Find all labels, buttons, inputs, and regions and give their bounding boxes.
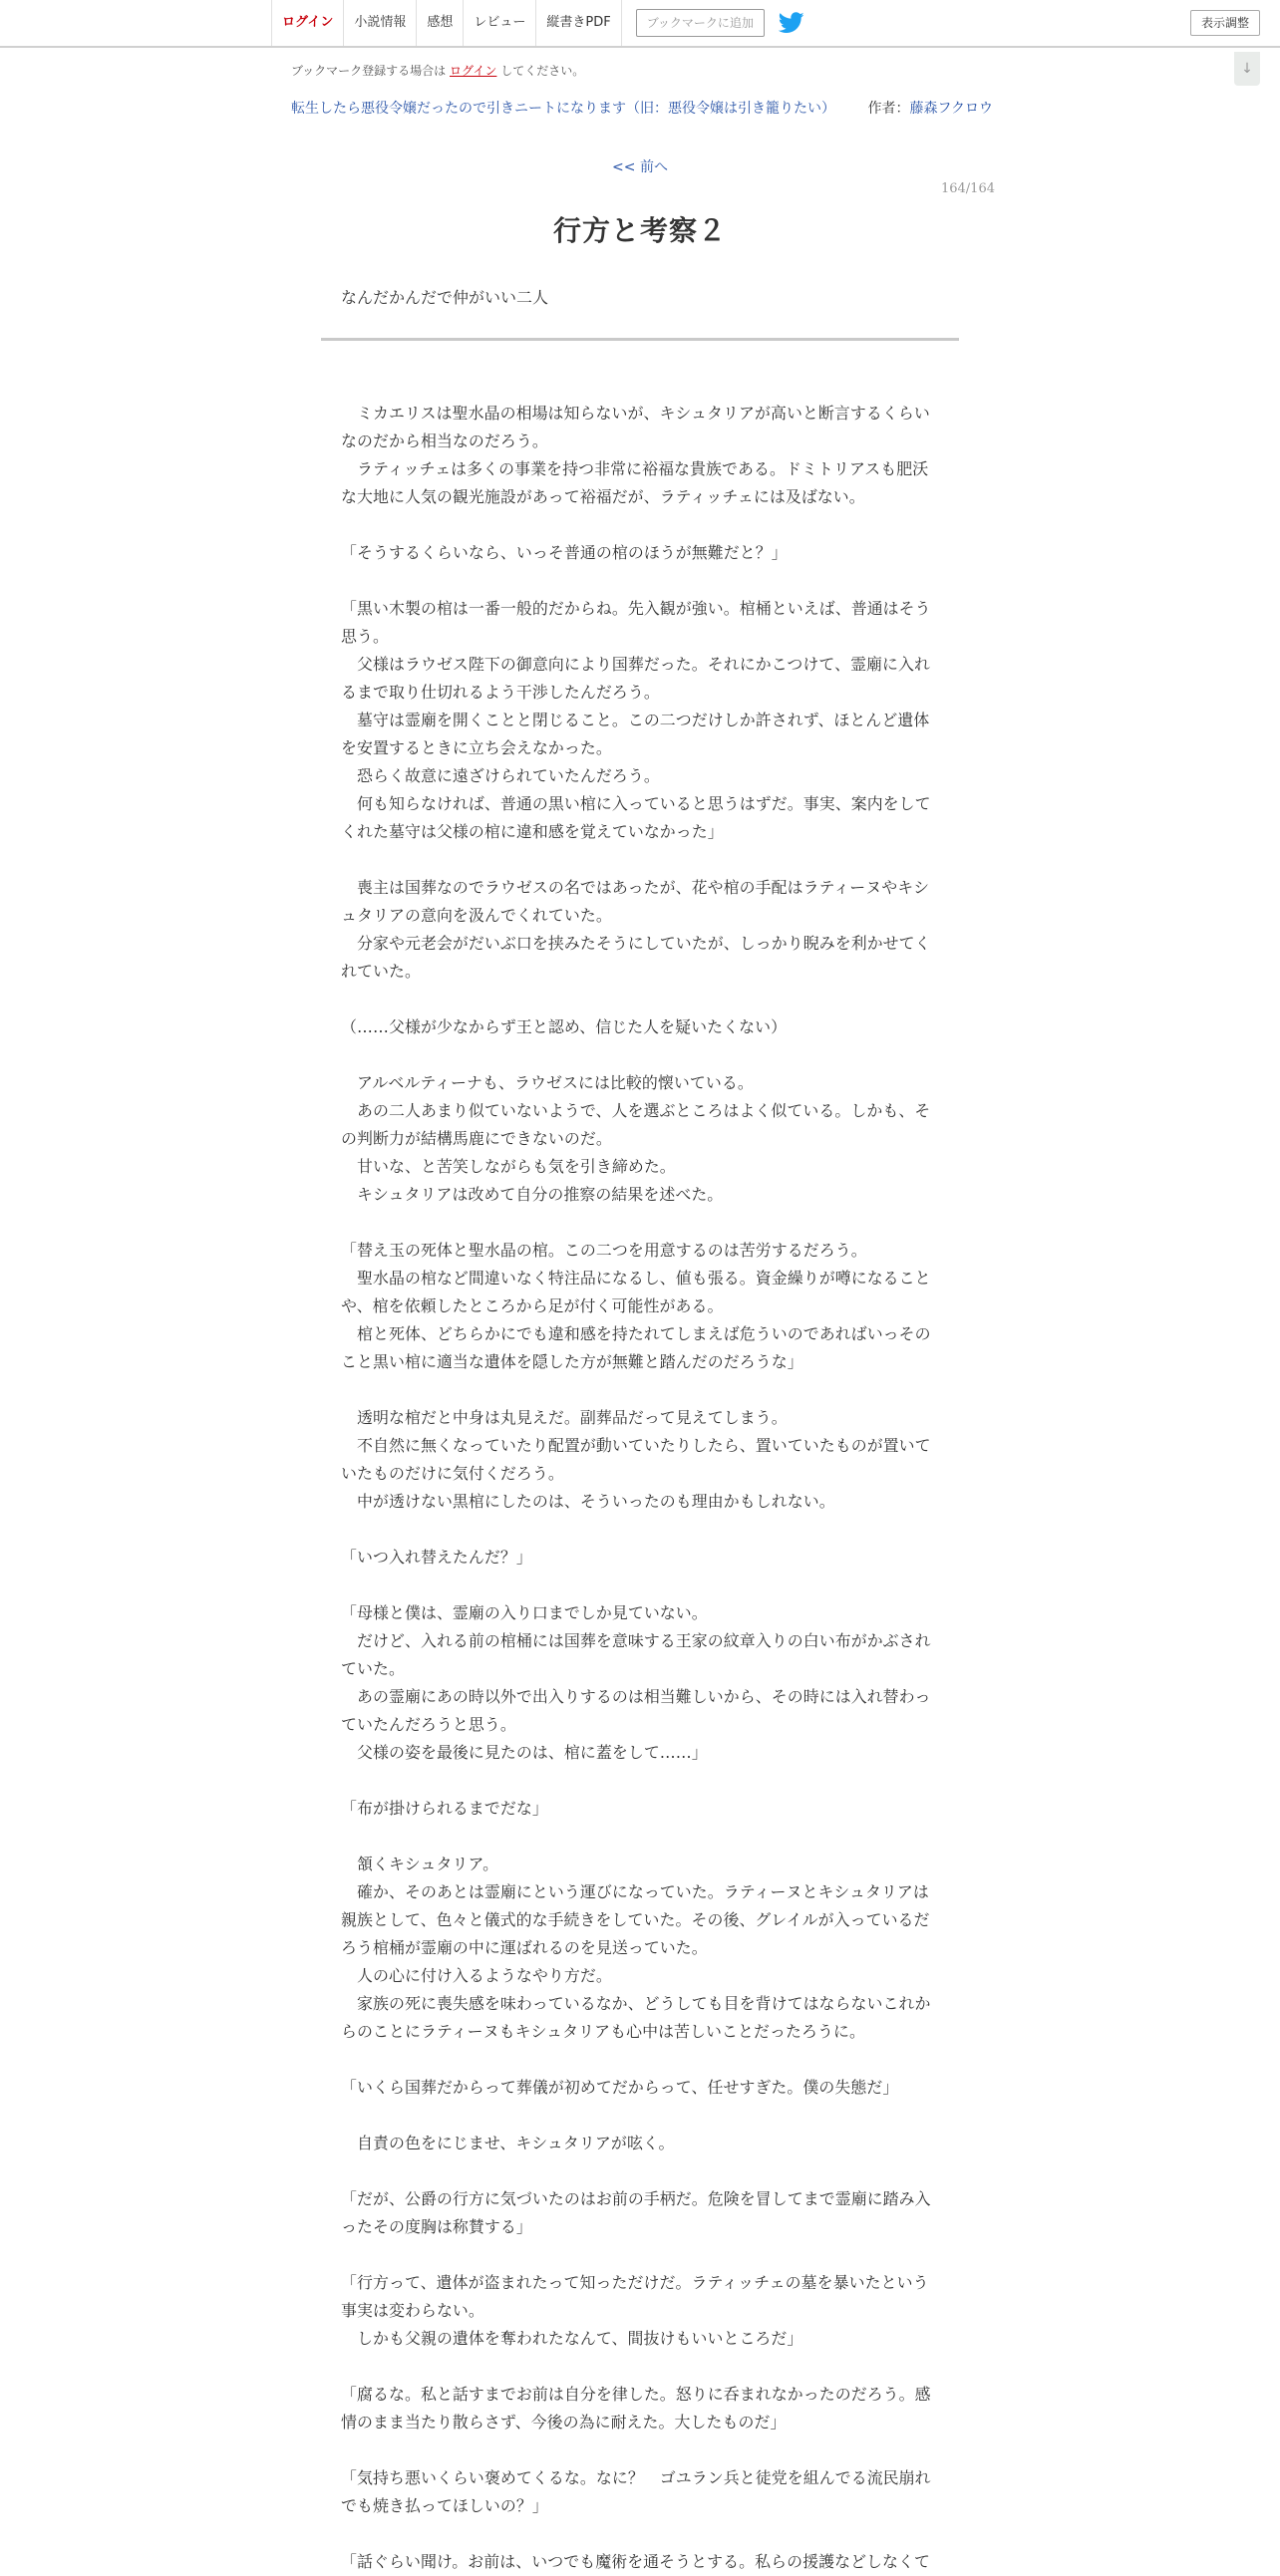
body-line: でも焼き払ってほしいの？」 (341, 2496, 548, 2515)
chapter-preface: なんだかんだで仲がいい二人 (341, 288, 549, 307)
body-line: 中が透けない黒棺にしたのは、そういったのも理由かもしれない。 (341, 1492, 835, 1511)
body-line: ラティッチェは多くの事業を持つ非常に裕福な貴族である。ドミトリアスも肥沃 (341, 459, 929, 478)
body-line: 自責の色をにじませ、キシュタリアが呟く。 (341, 2134, 675, 2152)
body-line: 「黒い木製の棺は一番一般的だからね。先入観が強い。棺桶といえば、普通はそう (341, 599, 931, 618)
body-line: しかも父親の遺体を奪われたなんて、間抜けもいいところだ」 (341, 2329, 803, 2348)
body-line: 頷くキシュタリア。 (341, 1855, 499, 1873)
author-name-link[interactable]: 藤森フクロウ (909, 101, 994, 117)
body-line: 「話ぐらい聞け。お前は、いつでも魔術を通そうとする。私らの援護などしなくて (341, 2552, 931, 2571)
body-line: の判断力が結構馬鹿にできないのだ。 (341, 1129, 612, 1148)
body-line: 墓守は霊廟を開くことと閉じること。この二つだけしか許されず、ほとんど遺体 (341, 711, 930, 729)
login-link[interactable]: ログイン (271, 0, 344, 46)
body-line: ていたんだろうと思う。 (341, 1715, 516, 1734)
login-note-link[interactable]: ログイン (450, 64, 497, 78)
previous-page-link[interactable]: << 前へ (612, 159, 668, 175)
body-line: こと黒い棺に適当な遺体を隠した方が無難と踏んだのだろうな」 (341, 1352, 803, 1371)
blank-line (341, 1516, 933, 1544)
body-line: 事実は変わらない。 (341, 2301, 484, 2320)
body-line: 情のまま当たり散らさず、今後の為に耐えた。大したものだ」 (341, 2413, 787, 2432)
body-line: いたものだけに気付くだろう。 (341, 1464, 564, 1483)
body-line: 「腐るな。私と話すまでお前は自分を律した。怒りに呑まれなかったのだろう。感 (341, 2385, 931, 2404)
body-line: ていた。 (341, 1659, 405, 1678)
novel-body (341, 400, 933, 2576)
body-line: らのことにラティーヌもキシュタリアも心中は苦しいことだったろうに。 (341, 2022, 865, 2041)
body-line: るまで取り仕切れるよう干渉したんだろう。 (341, 683, 660, 702)
preface-divider (321, 338, 959, 341)
body-line: だけど、入れる前の棺桶には国葬を意味する王家の紋章入りの白い布がかぶされ (341, 1631, 931, 1650)
twitter-bird-icon[interactable] (779, 12, 804, 34)
blank-line (341, 511, 933, 539)
body-line: ろう棺桶が霊廟の中に運ばれるのを見送っていた。 (341, 1938, 708, 1957)
body-line: 「そうするくらいなら、いっそ普通の棺のほうが無難だと？」 (341, 543, 788, 562)
body-line: 思う。 (341, 627, 389, 646)
body-line: ュタリアの意向を汲んでくれていた。 (341, 906, 612, 925)
body-line: 父様の姿を最後に見たのは、棺に蓋をして……」 (341, 1743, 708, 1762)
body-line: 不自然に無くなっていたり配置が動いていたりしたら、置いていたものが置いて (341, 1436, 931, 1455)
vertical-pdf-link[interactable]: 縦書きPDF (536, 0, 621, 46)
body-line: 「行方って、遺体が盗まれたって知っただけだ。ラティッチェの墓を暴いたという (341, 2273, 929, 2292)
page-counter: 164/164 (940, 181, 995, 196)
body-line: 「いつ入れ替えたんだ？」 (341, 1548, 532, 1567)
novel-info-link[interactable]: 小説情報 (344, 0, 417, 46)
blank-line (341, 846, 933, 874)
body-line: 聖水晶の棺など間違いなく特注品になるし、値も張る。資金繰りが噂になること (341, 1269, 931, 1288)
body-line: や、棺を依頼したところから足が付く可能性がある。 (341, 1296, 724, 1315)
blank-line (341, 1209, 933, 1237)
body-line: 「だが、公爵の行方に気づいたのはお前の手柄だ。危険を冒してまで霊廟に踏み入 (341, 2189, 931, 2208)
body-line: 「布が掛けられるまでだな」 (341, 1799, 548, 1818)
blank-line (341, 2353, 933, 2381)
blank-line (341, 2436, 933, 2464)
body-line: を安置するときに立ち会えなかった。 (341, 738, 612, 757)
body-line: 父様はラウゼス陛下の御意向により国葬だった。それにかこつけて、霊廟に入れ (341, 655, 931, 674)
body-line: 「いくら国葬だからって葬儀が初めてだからって、任せすぎた。僕の失態だ」 (341, 2078, 899, 2097)
body-line: ミカエリスは聖水晶の相場は知らないが、キシュタリアが高いと断言するくらい (341, 404, 930, 423)
review-link[interactable]: レビュー (464, 0, 536, 46)
body-line: ったその度胸は称賛する」 (341, 2217, 532, 2236)
display-settings-button[interactable]: 表示調整 (1190, 10, 1260, 36)
blank-line (341, 1823, 933, 1851)
login-note: ブックマーク登録する場合は ログイン してください。 (291, 64, 585, 78)
top-navigation (0, 0, 1280, 48)
blank-line (341, 2102, 933, 2130)
author-label: 作者： (867, 101, 910, 117)
body-line: 人の心に付け入るようなやり方だ。 (341, 1966, 612, 1985)
body-line: あの霊廟にあの時以外で出入りするのは相当難しいから、その時には入れ替わっ (341, 1687, 931, 1706)
blank-line (341, 1041, 933, 1069)
body-line: 透明な棺だと中身は丸見えだ。副葬品だって見えてしまう。 (341, 1408, 788, 1427)
blank-line (341, 567, 933, 595)
blank-line (341, 2241, 933, 2269)
body-line: くれた墓守は父様の棺に違和感を覚えていなかった」 (341, 822, 724, 841)
body-line: 喪主は国葬なのでラウゼスの名ではあったが、花や棺の手配はラティーヌやキシ (341, 878, 930, 897)
body-line: 「母様と僕は、霊廟の入り口までしか見ていない。 (341, 1603, 708, 1622)
impressions-link[interactable]: 感想 (417, 0, 464, 46)
body-line: 甘いな、と苦笑しながらも気を引き締めた。 (341, 1157, 676, 1176)
add-bookmark-button[interactable]: ブックマークに追加 (636, 9, 765, 37)
body-line: なのだから相当なのだろう。 (341, 431, 548, 450)
body-line: （……父様が少なからず王と認め、信じた人を疑いたくない） (341, 1017, 788, 1036)
blank-line (341, 1376, 933, 1404)
blank-line (341, 1572, 933, 1599)
blank-line (341, 1767, 933, 1795)
body-line: 恐らく故意に遠ざけられていたんだろう。 (341, 766, 660, 785)
body-line: 家族の死に喪失感を味わっているなか、どうしても目を背けてはならないこれか (341, 1994, 931, 2013)
body-line: 分家や元老会がだいぶ口を挟みたそうにしていたが、しっかり睨みを利かせてく (341, 934, 931, 953)
blank-line (341, 986, 933, 1013)
blank-line (341, 2046, 933, 2074)
blank-line (341, 2157, 933, 2185)
body-line: 確か、そのあとは霊廟にという運びになっていた。ラティーヌとキシュタリアは (341, 1882, 929, 1901)
body-line: 棺と死体、どちらかにでも違和感を持たれてしまえば危ういのであればいっその (341, 1324, 931, 1343)
nav-menu (271, 0, 804, 46)
chapter-title: 行方と考察２ (552, 214, 727, 247)
series-info (291, 98, 993, 118)
body-line: アルベルティーナも、ラウゼスには比較的懐いている。 (341, 1073, 754, 1092)
scroll-down-tab[interactable]: ↓ (1234, 52, 1260, 86)
blank-line (341, 2520, 933, 2548)
body-line: キシュタリアは改めて自分の推察の結果を述べた。 (341, 1185, 724, 1204)
series-title-link[interactable]: 転生したら悪役令嬢だったので引きニートになります（旧：悪役令嬢は引き籠りたい） (291, 101, 835, 117)
body-line: な大地に人気の観光施設があって裕福だが、ラティッチェには及ばない。 (341, 487, 865, 506)
body-line: れていた。 (341, 962, 421, 981)
body-line: 何も知らなければ、普通の黒い棺に入っていると思うはずだ。事実、案内をして (341, 794, 931, 813)
body-line: 親族として、色々と儀式的な手続きをしていた。その後、グレイルが入っているだ (341, 1910, 930, 1929)
body-line: 「気持ち悪いくらい褒めてくるな。なに？ ゴユラン兵と徒党を組んでる流民崩れ (341, 2468, 931, 2487)
body-line: あの二人あまり似ていないようで、人を選ぶところはよく似ている。しかも、そ (341, 1101, 931, 1120)
body-line: 「替え玉の死体と聖水晶の棺。この二つを用意するのは苦労するだろう。 (341, 1241, 867, 1260)
